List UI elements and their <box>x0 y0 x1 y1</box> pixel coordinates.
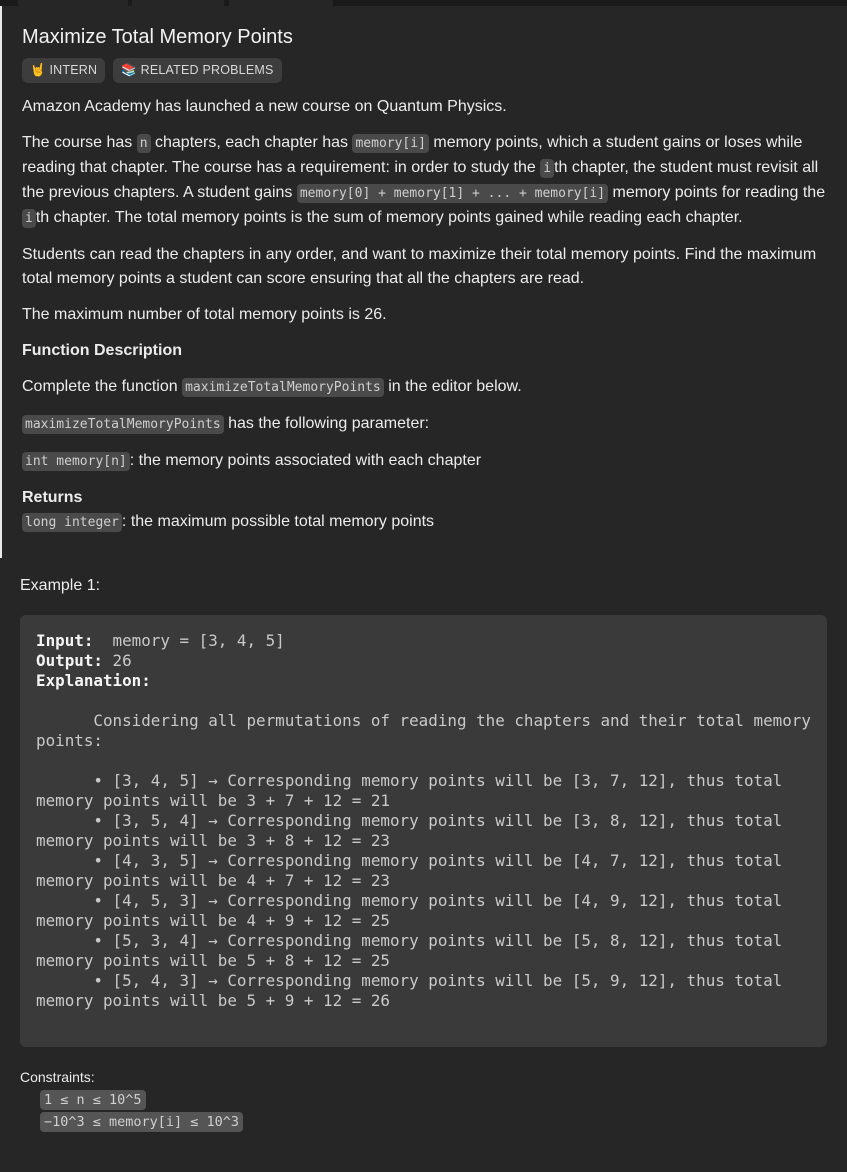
example-code-block <box>20 615 827 1047</box>
task-text: Students can read the chapters in any order, and want to maximize their total memory points. Find the maximum total memory points a student can score ensuring that all the chapters are read. <box>22 246 817 287</box>
text-segment: in the editor below. <box>383 378 522 395</box>
tab-2[interactable] <box>132 0 224 6</box>
inline-code: long integer <box>22 513 122 532</box>
inline-code: maximizeTotalMemoryPoints <box>182 378 384 397</box>
explanation-label: Explanation: <box>36 671 151 690</box>
explanation-line: Considering all permutations of reading the chapters and their total memory <box>36 711 811 730</box>
explanation-line: memory points will be 4 + 7 + 12 = 23 <box>36 871 390 890</box>
inline-code: memory[0] + memory[1] + ... + memory[i] <box>297 184 608 203</box>
text-segment: th chapter. The total memory points is the sum of memory points gained while reading each chapter. <box>35 209 743 226</box>
intro-text: Amazon Academy has launched a new course on Quantum Physics. <box>22 98 507 115</box>
constraints-title: Constraints: <box>20 1069 95 1085</box>
related-problems-badge[interactable] <box>113 58 281 83</box>
constraints-list <box>40 1091 243 1135</box>
output-label: Output: <box>36 651 103 670</box>
input-label: Input: <box>36 631 94 650</box>
text-segment: has the following parameter: <box>223 415 430 432</box>
explanation-line: memory points will be 5 + 9 + 12 = 26 <box>36 991 390 1010</box>
inline-code: i <box>540 159 554 178</box>
inline-code: n <box>137 134 151 153</box>
parameter-intro <box>22 412 827 437</box>
text-segment: Complete the function <box>22 378 183 395</box>
text-segment: memory points for reading the <box>608 184 826 201</box>
explanation-line: • [4, 5, 3] → Corresponding memory points will be [4, 9, 12], thus total <box>36 891 783 910</box>
tab-3[interactable] <box>229 0 333 6</box>
function-text <box>22 375 827 400</box>
explanation-line: memory points will be 3 + 7 + 12 = 21 <box>36 791 390 810</box>
input-value: memory = [3, 4, 5] <box>93 631 285 650</box>
text-segment: : the maximum possible total memory points <box>121 513 435 530</box>
text-segment: chapters, each chapter has <box>150 134 353 151</box>
inline-code: i <box>22 209 36 228</box>
explanation-line: memory points will be 5 + 8 + 12 = 25 <box>36 951 390 970</box>
rock-hand-icon: 🤘 <box>30 63 46 77</box>
explanation-line: points: <box>36 731 103 750</box>
constraint-item: −10^3 ≤ memory[i] ≤ 10^3 <box>40 1112 243 1132</box>
text-segment: th chapter, the student must revisit all the previous chapters. A student gains <box>22 159 819 201</box>
explanation-line: • [5, 4, 3] → Corresponding memory points will be [5, 9, 12], thus total <box>36 971 783 990</box>
explanation-line: memory points will be 4 + 9 + 12 = 25 <box>36 911 390 930</box>
course-description <box>22 131 827 231</box>
example-title: Example 1: <box>20 577 101 594</box>
answer-text: The maximum number of total memory points is 26. <box>22 306 387 323</box>
explanation-line: memory points will be 3 + 8 + 12 = 23 <box>36 831 390 850</box>
returns-text <box>22 510 827 535</box>
parameter-item <box>22 449 827 474</box>
output-value: 26 <box>102 651 132 670</box>
explanation-line: • [4, 3, 5] → Corresponding memory points will be [4, 7, 12], thus total <box>36 851 783 870</box>
books-icon: 📚 <box>121 63 137 77</box>
problem-description <box>22 24 827 547</box>
tab-bar <box>0 0 847 6</box>
left-edge <box>0 0 2 558</box>
explanation-line: • [5, 3, 4] → Corresponding memory points will be [5, 8, 12], thus total <box>36 931 783 950</box>
text-segment: : the memory points associated with each chapter <box>129 452 482 469</box>
inline-code: int memory[n] <box>22 452 130 471</box>
inline-code: maximizeTotalMemoryPoints <box>22 415 224 434</box>
function-description-heading: Function Description <box>22 342 182 359</box>
intern-badge[interactable] <box>22 58 105 83</box>
badge-label: INTERN <box>49 63 98 77</box>
page-title: Maximize Total Memory Points <box>22 26 293 48</box>
constraint-item: 1 ≤ n ≤ 10^5 <box>40 1090 146 1110</box>
inline-code: memory[i] <box>352 134 428 153</box>
badge-label: RELATED PROBLEMS <box>140 63 274 77</box>
tab-1[interactable] <box>18 0 128 6</box>
returns-heading: Returns <box>22 489 83 506</box>
text-segment: memory points, which a student gains or loses while reading that chapter. The course has a requirement: in order to study the <box>22 134 803 176</box>
text-segment: The course has <box>22 134 137 151</box>
explanation-line: • [3, 5, 4] → Corresponding memory points will be [3, 8, 12], thus total <box>36 811 783 830</box>
explanation-line: • [3, 4, 5] → Corresponding memory points will be [3, 7, 12], thus total <box>36 771 783 790</box>
